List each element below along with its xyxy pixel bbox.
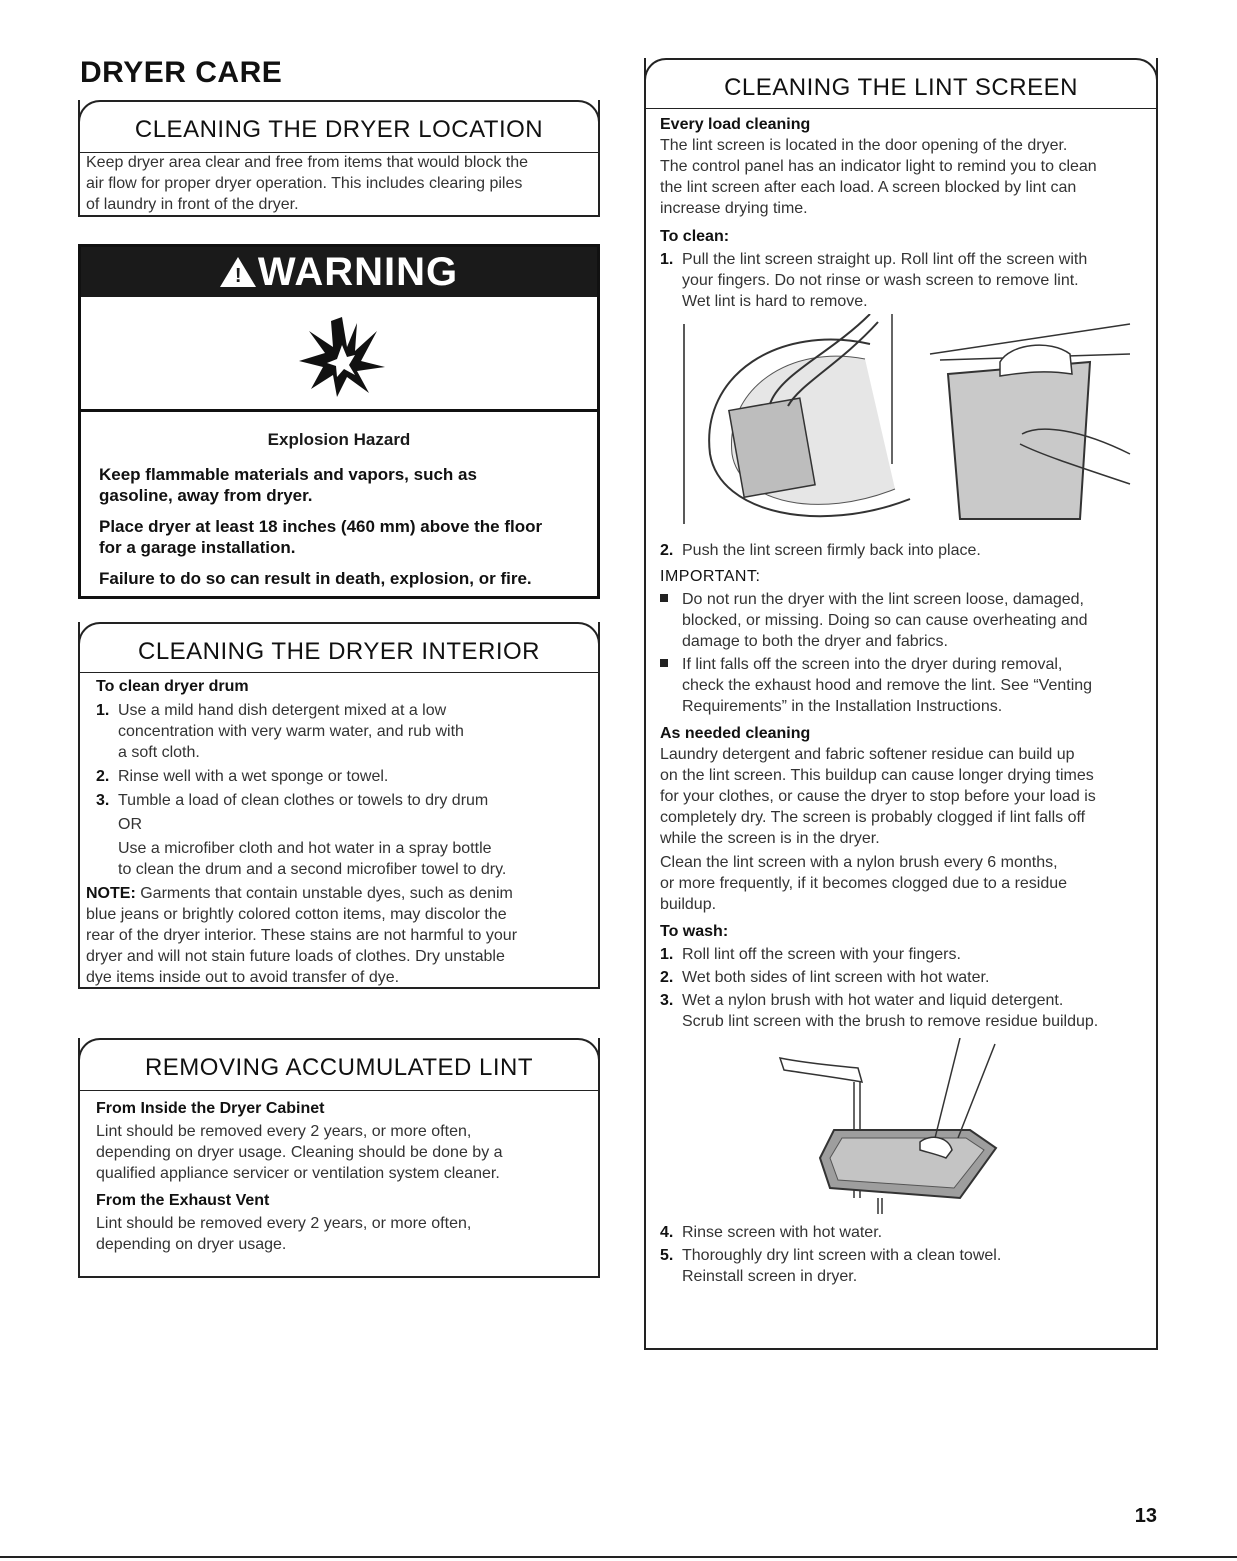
interior-note: NOTE: Garments that contain unstable dyes, such as denim blue jeans or brightly colored cotton items, may discolor the rear of the dryer interior. These stains are not harmful to your dryer and will not stain future loads of clothes. Dry unstable dye items inside out to avoid transfer of dye. xyxy=(86,885,518,986)
important-label: IMPORTANT: xyxy=(660,568,761,585)
page-title: DRYER CARE xyxy=(80,56,283,89)
wash-step-3: 3. Wet a nylon brush with hot water and liquid detergent. Scrub lint screen with the brush to remove residue buildup. xyxy=(660,992,1099,1030)
interior-subhead: To clean dryer drum xyxy=(96,678,249,695)
to-wash-subhead: To wash: xyxy=(660,923,729,940)
interior-section xyxy=(78,622,600,989)
location-title: CLEANING THE DRYER LOCATION xyxy=(134,116,544,143)
interior-step-1: 1. Use a mild hand dish detergent mixed at a low concentration with very warm water, and rub with a soft cloth. xyxy=(96,702,464,761)
lint-screen-washing-illustration xyxy=(770,1038,1030,1218)
page-number: 13 xyxy=(1134,1505,1157,1527)
important-bullet-2: If lint falls off the screen into the dryer during removal, check the exhaust hood and remove the lint. See “Venting Requirements” in the Installation Instructions. xyxy=(660,654,1154,717)
bottom-rule xyxy=(0,1556,1237,1558)
hazard-title: Explosion Hazard xyxy=(267,430,411,449)
location-section xyxy=(78,100,600,217)
wash-step-2: 2. Wet both sides of lint screen with hot water. xyxy=(660,969,990,986)
bullet-square-icon xyxy=(660,659,668,667)
lint-screen-removal-illustration xyxy=(670,314,1140,536)
warning-text-1: Keep flammable materials and vapors, such as gasoline, away from dryer. xyxy=(99,465,477,505)
important-bullet-1: Do not run the dryer with the lint screen loose, damaged, blocked, or missing. Doing so can cause overheating and damage to both the dryer and fabrics. xyxy=(660,589,1154,652)
warning-text-2: Place dryer at least 18 inches (460 mm) above the floor for a garage installation. xyxy=(99,517,543,557)
lint-screen-title: CLEANING THE LINT SCREEN xyxy=(724,74,1078,101)
bullet-square-icon xyxy=(660,594,668,602)
interior-step-3: 3. Tumble a load of clean clothes or towels to dry drum xyxy=(96,792,489,809)
interior-alt: Use a microfiber cloth and hot water in a spray bottle to clean the drum and a second microfiber towel to dry. xyxy=(118,840,507,878)
clean-step-2: 2. Push the lint screen firmly back into place. xyxy=(660,542,981,559)
brush-body: Clean the lint screen with a nylon brush every 6 months, or more frequently, if it becomes clogged due to a residue buildup. xyxy=(660,854,1068,913)
lint-screen-section xyxy=(644,58,1158,1350)
every-load-subhead: Every load cleaning xyxy=(660,116,811,133)
as-needed-body: Laundry detergent and fabric softener residue can build up on the lint screen. This buildup can cause longer drying times for your clothes, or cause the dryer to stop before your load is completely dry. The screen is probably clogged if lint falls off while the screen is in the dryer. xyxy=(660,746,1096,847)
lint-accum-section xyxy=(78,1038,600,1278)
lint-accum-body1: Lint should be removed every 2 years, or more often, depending on dryer usage. Cleaning should be done by a qualified appliance servicer or ventilation system cleaner. xyxy=(96,1123,503,1182)
warning-triangle-icon: ! xyxy=(220,257,256,287)
location-body: Keep dryer area clear and free from items that would block the air flow for proper dryer operation. This includes clearing piles of laundry in front of the dryer. xyxy=(86,154,528,213)
warning-text-3: Failure to do so can result in death, explosion, or fire. xyxy=(99,569,532,588)
warning-banner: ! WARNING xyxy=(81,247,597,297)
clean-step-1: 1. Pull the lint screen straight up. Roll lint off the screen with your fingers. Do not rinse or wash screen to remove lint. Wet lint is hard to remove. xyxy=(660,251,1088,310)
interior-or: OR xyxy=(118,816,142,833)
to-clean-subhead: To clean: xyxy=(660,228,730,245)
lint-accum-body2: Lint should be removed every 2 years, or more often, depending on dryer usage. xyxy=(96,1215,472,1253)
every-load-body: The lint screen is located in the door opening of the dryer. The control panel has an indicator light to remind you to clean the lint screen after each load. A screen blocked by lint can increase drying time. xyxy=(660,137,1097,217)
as-needed-subhead: As needed cleaning xyxy=(660,725,811,742)
lint-accum-title: REMOVING ACCUMULATED LINT xyxy=(144,1054,534,1081)
explosion-icon xyxy=(297,309,387,399)
lint-accum-sub2: From the Exhaust Vent xyxy=(96,1192,270,1209)
warning-box xyxy=(78,244,600,599)
interior-step-2: 2. Rinse well with a wet sponge or towel. xyxy=(96,768,389,785)
wash-step-5: 5. Thoroughly dry lint screen with a clean towel. Reinstall screen in dryer. xyxy=(660,1247,1002,1285)
wash-step-4: 4. Rinse screen with hot water. xyxy=(660,1224,883,1241)
interior-title: CLEANING THE DRYER INTERIOR xyxy=(137,638,540,665)
lint-accum-sub1: From Inside the Dryer Cabinet xyxy=(96,1100,325,1117)
wash-step-1: 1. Roll lint off the screen with your fingers. xyxy=(660,946,961,963)
